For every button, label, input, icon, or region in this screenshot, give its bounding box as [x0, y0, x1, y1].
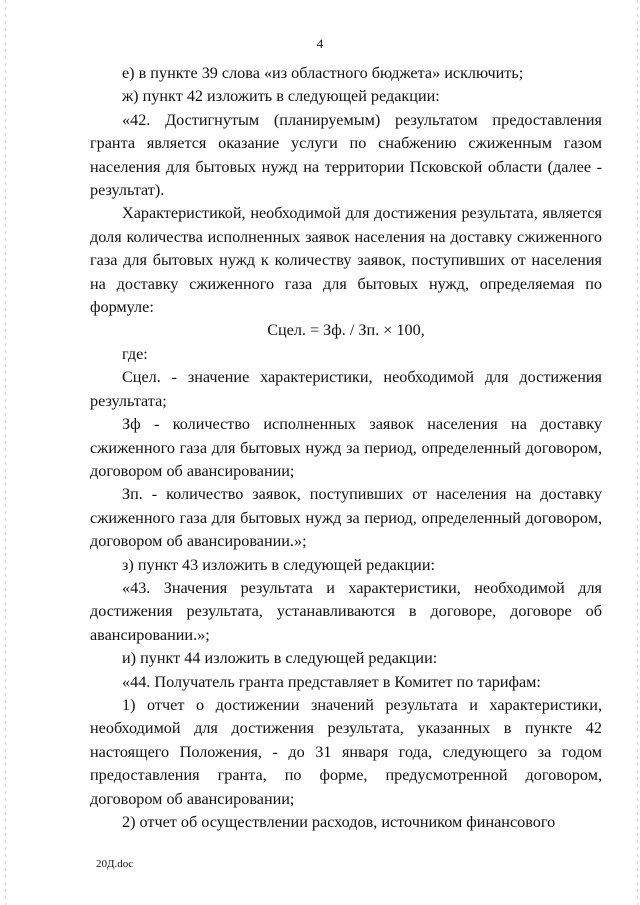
- scan-edge-left: [5, 0, 6, 905]
- paragraph: 1) отчет о достижении значений результата и характеристики, необходимой для достижения результата, указанных в пункте 42 настоящего Положения, - до 31 января года, следующего за годом предоставления гранта, по форме, предусмотренной договором, договором об авансировании;: [90, 695, 602, 808]
- scan-edge-right: [637, 0, 638, 905]
- paragraph: «42. Достигнутым (планируемым) результатом предоставления гранта является оказание услуги по снабжению сжиженным газом населения для бытовых нужд на территории Псковской области (далее - результат).: [90, 110, 602, 200]
- paragraph: «43. Значения результата и характеристики, необходимой для достижения результата, устанавливаются в договоре, договоре об авансировании.»;: [90, 578, 602, 644]
- document-body: [90, 62, 602, 834]
- paragraph: «44. Получатель гранта представляет в Комитет по тарифам:: [122, 672, 541, 691]
- paragraph: Зф - количество исполненных заявок населения на доставку сжиженного газа для бытовых нужд за период, определенный договором, договором об авансировании;: [90, 415, 602, 480]
- file-name-footer: 20Д.doc: [96, 858, 134, 870]
- paragraph: и) пункт 44 изложить в следующей редакции:: [122, 649, 438, 668]
- paragraph: Характеристикой, необходимой для достижения результата, является доля количества исполненных заявок населения на доставку сжиженного газа для бытовых нужд к количеству заявок, поступивших от населения на доставку сжиженного газа для бытовых нужд, определяемая по формуле:: [90, 204, 602, 317]
- formula: Сцел. = Зф. / Зп. × 100,: [267, 321, 425, 340]
- paragraph: ж) пункт 42 изложить в следующей редакции:: [122, 87, 440, 106]
- paragraph: Зп. - количество заявок, поступивших от населения на доставку сжиженного газа для бытовых нужд за период, определенный договором, договором об авансировании.»;: [90, 485, 602, 551]
- paragraph: е) в пункте 39 слова «из областного бюджета» исключить;: [122, 64, 524, 82]
- page-number: 4: [316, 36, 324, 51]
- paragraph: Сцел. - значение характеристики, необходимой для достижения результата;: [90, 368, 602, 410]
- paragraph: з) пункт 43 изложить в следующей редакции:: [122, 555, 435, 574]
- paragraph: где:: [122, 344, 148, 363]
- paragraph: 2) отчет об осуществлении расходов, источником финансового: [122, 813, 556, 831]
